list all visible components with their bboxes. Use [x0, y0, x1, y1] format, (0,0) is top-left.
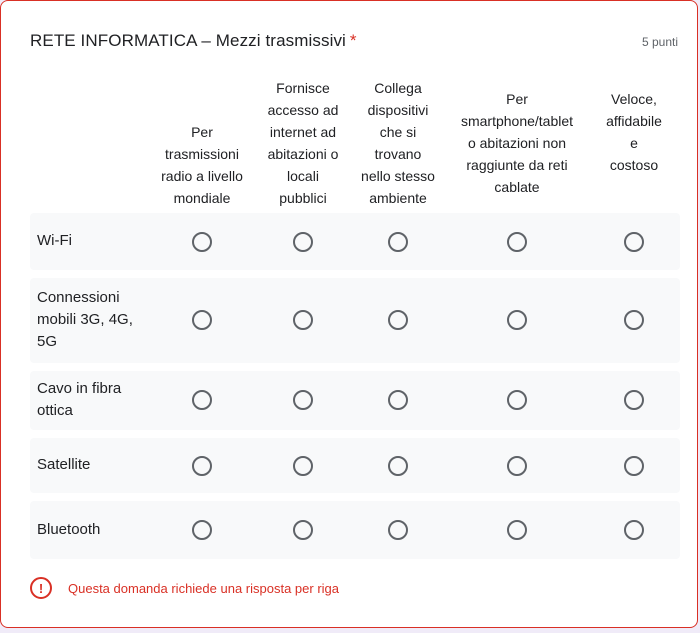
validation-error [30, 577, 339, 599]
column-header-4: Per smartphone/tablet o abitazioni non raggiunte da reti cablate [460, 91, 574, 195]
radio-fiber-col2[interactable] [293, 390, 313, 410]
column-header-2: Fornisce accesso ad internet ad abitazioni o locali pubblici [267, 80, 339, 206]
radio-fiber-col1[interactable] [192, 390, 212, 410]
required-asterisk: * [349, 31, 357, 50]
row-label-bluetooth: Bluetooth [37, 521, 101, 538]
grid-row-wifi [30, 213, 680, 270]
column-header-5: Veloce, affidabile e costoso [606, 91, 662, 173]
error-message: Questa domanda richiede una risposta per riga [68, 580, 339, 596]
radio-satellite-col4[interactable] [507, 456, 527, 476]
radio-mobile-col5[interactable] [624, 310, 644, 330]
grid-row-bluetooth [30, 501, 680, 559]
radio-wifi-col4[interactable] [507, 232, 527, 252]
choice-grid [30, 77, 680, 567]
error-icon: ! [30, 577, 52, 599]
row-label-wifi: Wi-Fi [37, 232, 72, 249]
radio-fiber-col4[interactable] [507, 390, 527, 410]
grid-header-row [30, 77, 680, 213]
column-header-1: Per trasmissioni radio a livello mondiale [161, 124, 243, 206]
row-label-satellite: Satellite [37, 456, 91, 473]
grid-row-satellite [30, 438, 680, 493]
radio-fiber-col3[interactable] [388, 390, 408, 410]
question-title [30, 31, 357, 51]
radio-wifi-col1[interactable] [192, 232, 212, 252]
points-label: 5 punti [641, 35, 678, 49]
radio-mobile-col3[interactable] [388, 310, 408, 330]
radio-satellite-col3[interactable] [388, 456, 408, 476]
radio-mobile-col2[interactable] [293, 310, 313, 330]
radio-fiber-col5[interactable] [624, 390, 644, 410]
radio-satellite-col2[interactable] [293, 456, 313, 476]
radio-mobile-col4[interactable] [507, 310, 527, 330]
radio-wifi-col5[interactable] [624, 232, 644, 252]
radio-bluetooth-col1[interactable] [192, 520, 212, 540]
radio-wifi-col2[interactable] [293, 232, 313, 252]
radio-bluetooth-col2[interactable] [293, 520, 313, 540]
radio-satellite-col5[interactable] [624, 456, 644, 476]
radio-bluetooth-col5[interactable] [624, 520, 644, 540]
radio-mobile-col1[interactable] [192, 310, 212, 330]
row-label-mobile: Connessioni mobili 3G, 4G, 5G [37, 289, 133, 350]
radio-bluetooth-col4[interactable] [507, 520, 527, 540]
row-label-fiber: Cavo in fibra ottica [37, 380, 122, 419]
radio-bluetooth-col3[interactable] [388, 520, 408, 540]
question-title-text: RETE INFORMATICA – Mezzi trasmissivi [30, 31, 346, 50]
radio-satellite-col1[interactable] [192, 456, 212, 476]
radio-wifi-col3[interactable] [388, 232, 408, 252]
column-header-3: Collega dispositivi che si trovano nello stesso ambiente [361, 80, 435, 206]
grid-row-mobile [30, 278, 680, 363]
grid-row-fiber [30, 371, 680, 430]
